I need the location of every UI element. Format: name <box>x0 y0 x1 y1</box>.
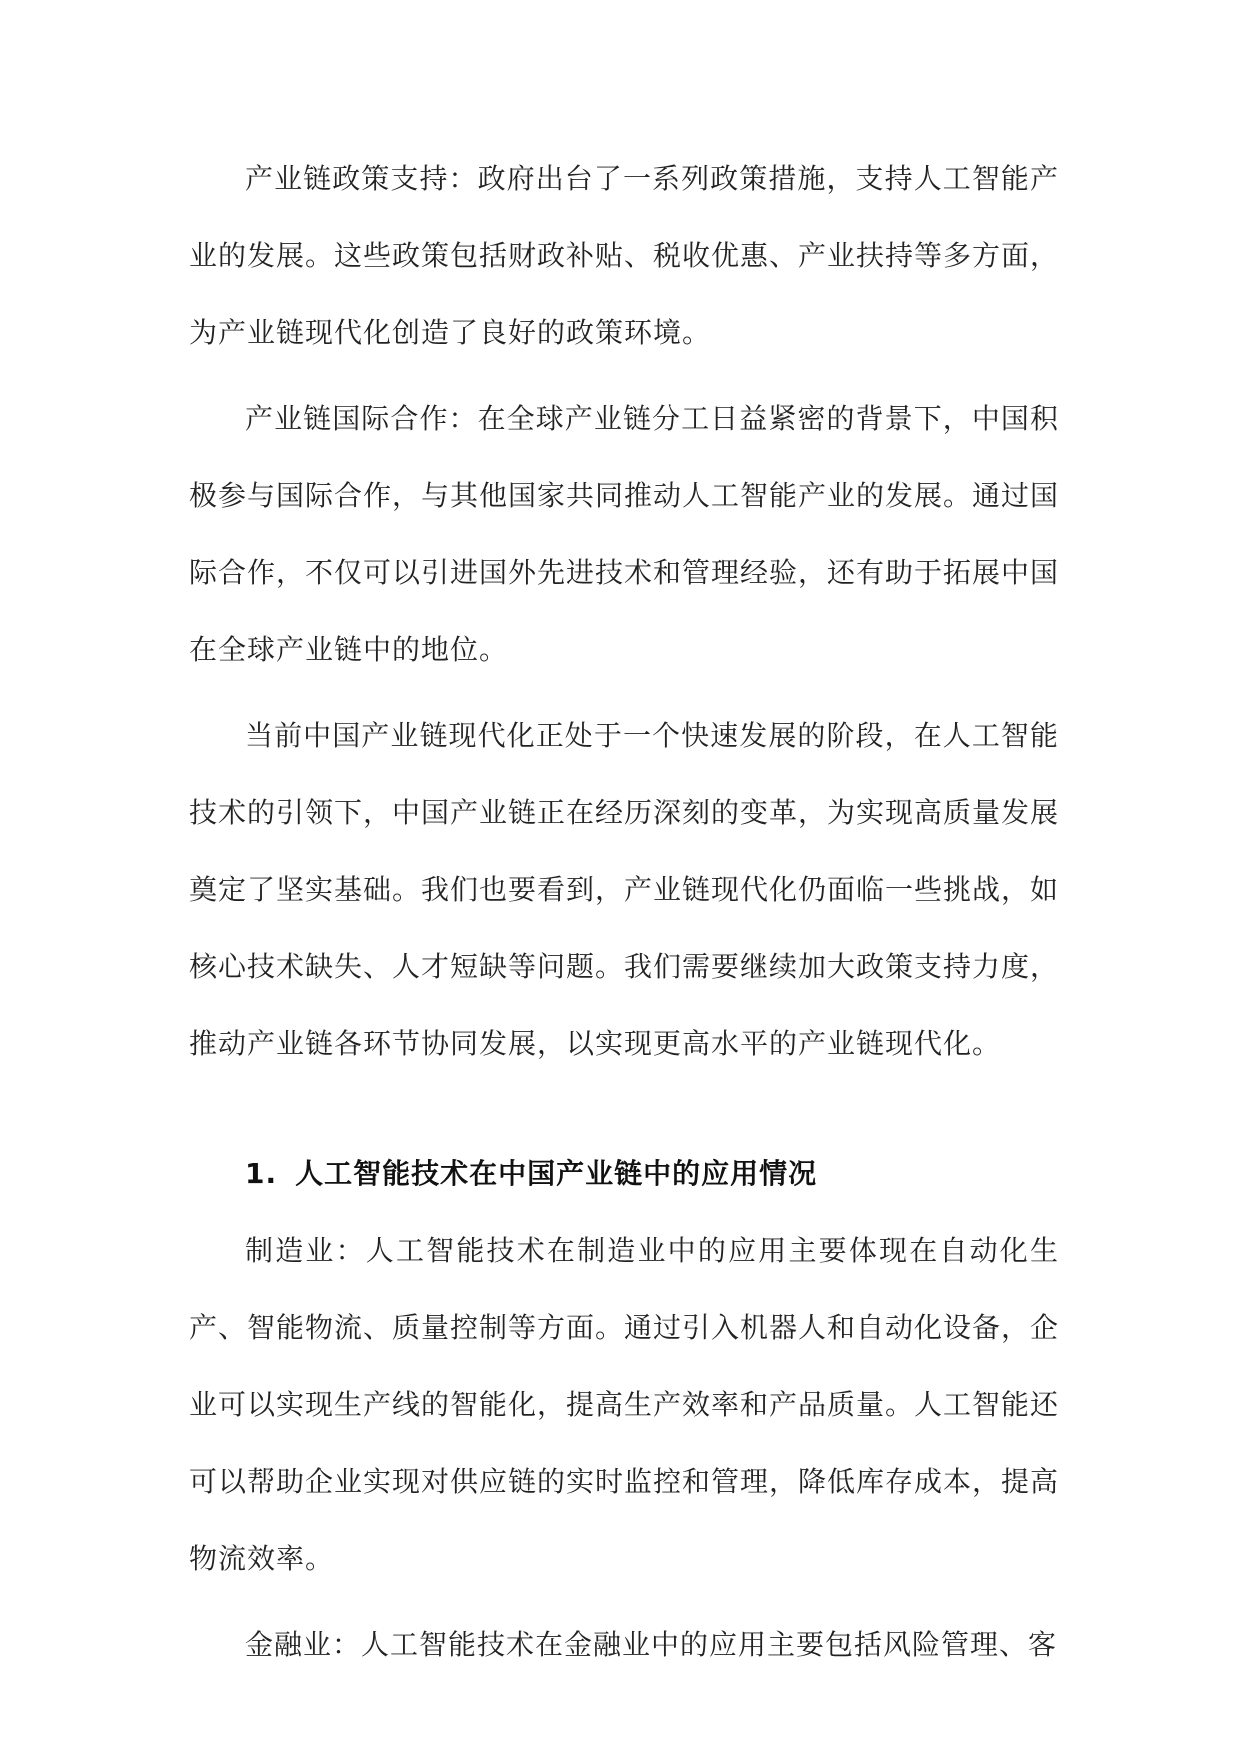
paragraph-manufacturing: 制造业：人工智能技术在制造业中的应用主要体现在自动化生产、智能物流、质量控制等方面。通过引入机器人和自动化设备，企业可以实现生产线的智能化，提高生产效率和产品质量。人工智能还可以帮助企业实现对供应链的实时监控和管理，降低库存成本，提高物流效率。 <box>189 1234 1060 1575</box>
section-title: 人工智能技术在中国产业链中的应用情况 <box>295 1157 818 1190</box>
paragraph-international-cooperation: 产业链国际合作：在全球产业链分工日益紧密的背景下，中国积极参与国际合作，与其他国家共同推动人工智能产业的发展。通过国际合作，不仅可以引进国外先进技术和管理经验，还有助于拓展中国在全球产业链中的地位。 <box>189 402 1060 666</box>
section-number: 1. <box>245 1157 278 1190</box>
section-heading <box>189 1135 1059 1212</box>
paragraph-policy-support: 产业链政策支持：政府出台了一系列政策措施，支持人工智能产业的发展。这些政策包括财政补贴、税收优惠、产业扶持等多方面，为产业链现代化创造了良好的政策环境。 <box>189 162 1060 349</box>
paragraph-current-status: 当前中国产业链现代化正处于一个快速发展的阶段，在人工智能技术的引领下，中国产业链正在经历深刻的变革，为实现高质量发展奠定了坚实基础。我们也要看到，产业链现代化仍面临一些挑战，如核心技术缺失、人才短缺等问题。我们需要继续加大政策支持力度，推动产业链各环节协同发展，以实现更高水平的产业链现代化。 <box>189 719 1060 1060</box>
paragraph-finance: 金融业：人工智能技术在金融业中的应用主要包括风险管理、客 <box>245 1628 1058 1661</box>
document-body <box>189 140 1059 1683</box>
